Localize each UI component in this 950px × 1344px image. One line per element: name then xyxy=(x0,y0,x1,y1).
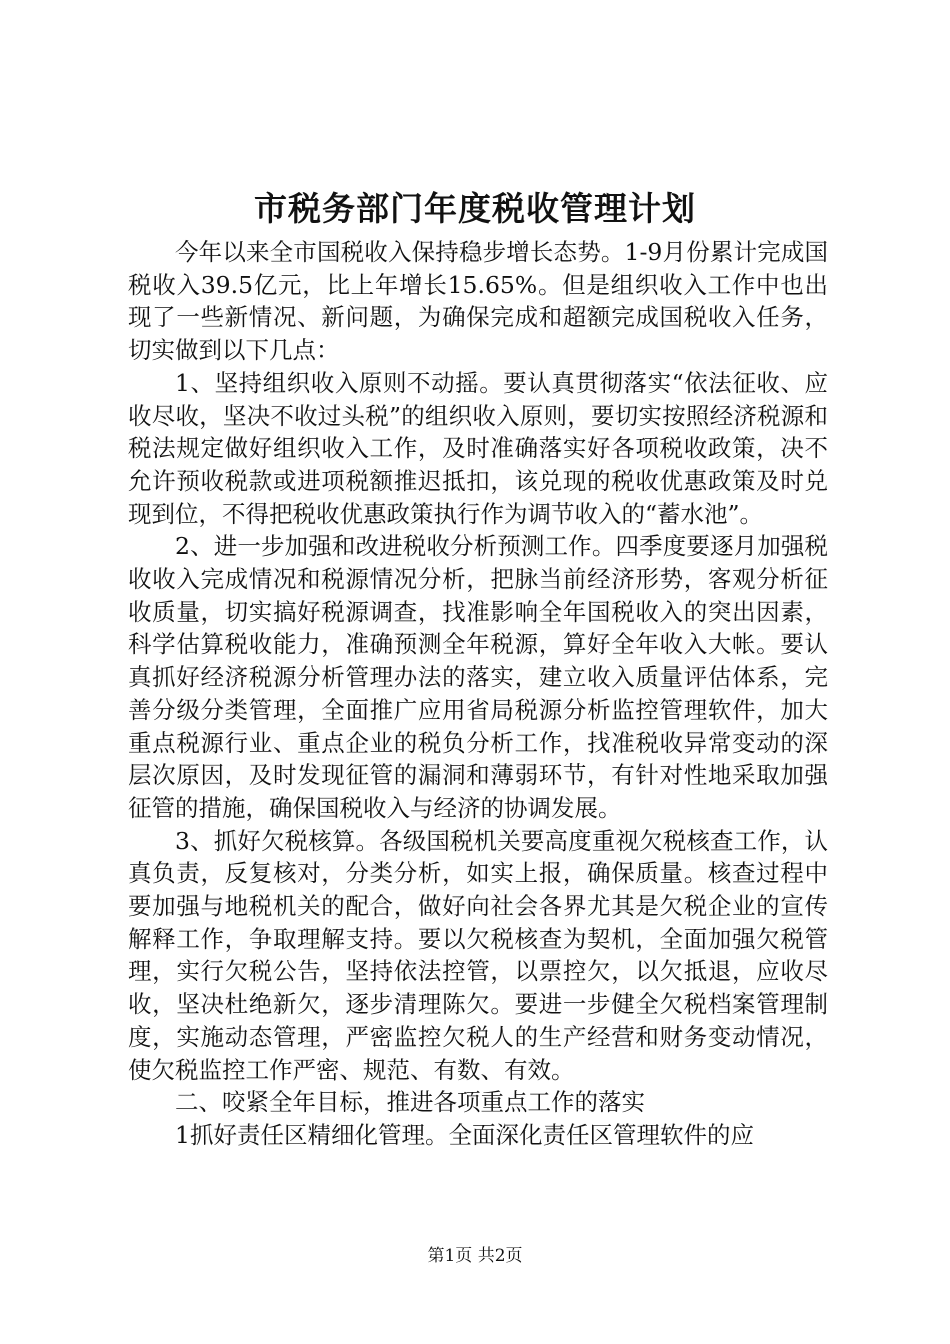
paragraph-item-3: 3、抓好欠税核算。各级国税机关要高度重视欠税核查工作，认真负责，反复核对，分类分析，如实上报，确保质量。核查过程中要加强与地税机关的配合，做好向社会各界尤其是欠税企业的宣传解释工作，争取理解支持。要以欠税核查为契机，全面加强欠税管理，实行欠税公告，坚持依法控管，以票控欠，以欠抵退，应收尽收，坚决杜绝新欠，逐步清理陈欠。要进一步健全欠税档案管理制度，实施动态管理，严密监控欠税人的生产经营和财务变动情况，使欠税监控工作严密、规范、有数、有效。 xyxy=(128,826,828,1084)
document-title: 市税务部门年度税收管理计划 xyxy=(254,189,696,228)
section-heading-2: 二、咬紧全年目标，推进各项重点工作的落实 xyxy=(175,1088,645,1117)
paragraph-intro: 今年以来全市国税收入保持稳步增长态势。1-9月份累计完成国税收入39.5亿元，比上年增长15.65%。但是组织收入工作中也出现了一些新情况、新问题，为确保完成和超额完成国税收入任务，切实做到以下几点： xyxy=(128,238,828,365)
paragraph-item-1: 1、坚持组织收入原则不动摇。要认真贯彻落实“依法征收、应收尽收，坚决不收过头税”的组织收入原则，要切实按照经济税源和税法规定做好组织收入工作，及时准确落实好各项税收政策，决不允许预收税款或进项税额推迟抵扣，该兑现的税收优惠政策及时兑现到位，不得把税收优惠政策执行作为调节收入的“蓄水池”。 xyxy=(128,368,828,528)
page-footer: 第1页 共2页 xyxy=(427,1246,523,1266)
paragraph-section-2-item-1: 1抓好责任区精细化管理。全面深化责任区管理软件的应 xyxy=(175,1120,754,1149)
paragraph-item-2: 2、进一步加强和改进税收分析预测工作。四季度要逐月加强税收收入完成情况和税源情况分析，把脉当前经济形势，客观分析征收质量，切实搞好税源调查，找准影响全年国税收入的突出因素，科学估算税收能力，准确预测全年税源，算好全年收入大帐。要认真抓好经济税源分析管理办法的落实，建立收入质量评估体系，完善分级分类管理，全面推广应用省局税源分析监控管理软件，加大重点税源行业、重点企业的税负分析工作，找准税收异常变动的深层次原因，及时发现征管的漏洞和薄弱环节，有针对性地采取加强征管的措施，确保国税收入与经济的协调发展。 xyxy=(128,532,828,822)
document-body xyxy=(128,236,828,1152)
